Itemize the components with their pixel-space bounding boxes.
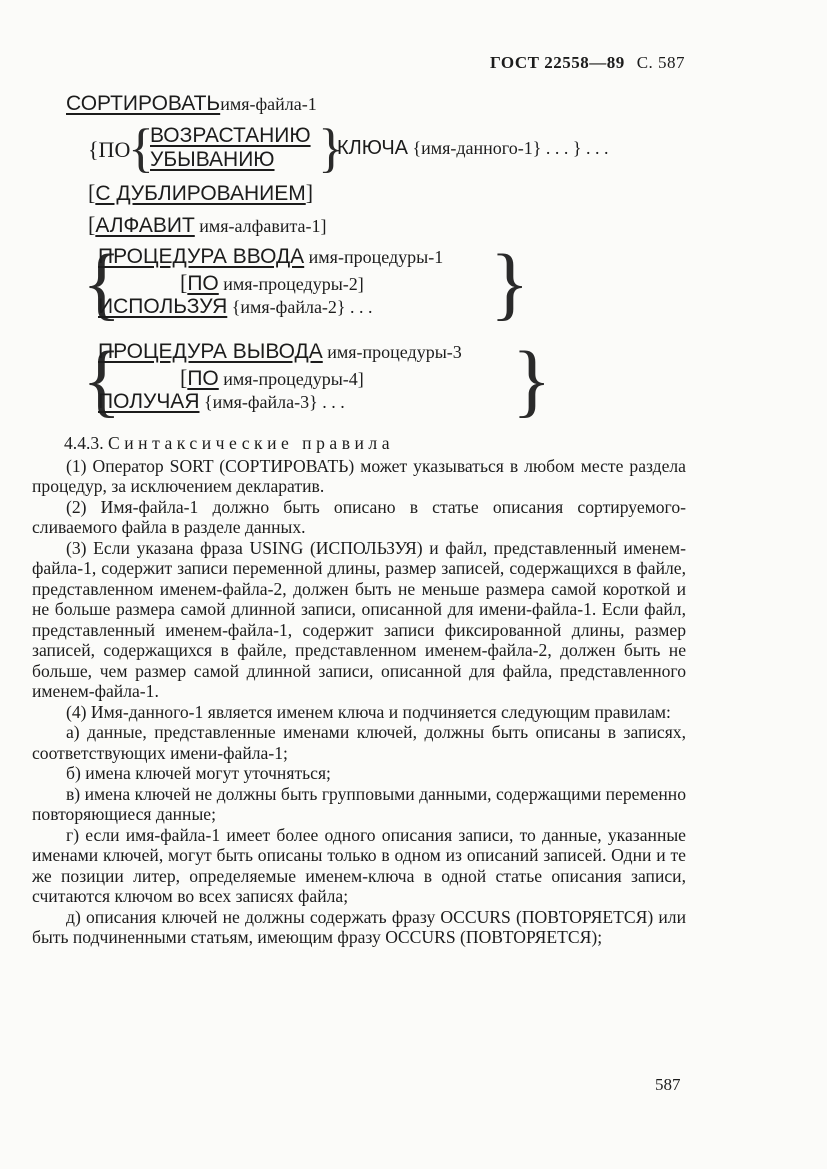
syntax-line-sort <box>66 92 317 116</box>
section-body <box>32 433 686 948</box>
key-keyword: КЛЮЧА <box>337 137 408 159</box>
rule-4c: в) имена ключей не должны быть групповыми данными, содержащими переменно повторяющиеся данные; <box>32 783 686 824</box>
syntax-line-duplicates: [С ДУБЛИРОВАНИЕМ] <box>88 180 314 205</box>
rule-4a: а) данные, представленные именами ключей, должны быть описаны в записях, соответствующих имени-файла-1; <box>32 722 686 763</box>
syntax-line-input-procedure: ПРОЦЕДУРА ВВОДА имя-процедуры-1 <box>98 245 444 268</box>
output-group-right-brace: } <box>512 334 552 425</box>
output-thru-keyword: ПО <box>187 367 219 390</box>
opt-descending: УБЫВАНИЮ <box>150 148 275 171</box>
giving-keyword: ПОЛУЧАЯ <box>98 390 200 413</box>
rule-2: (2) Имя-файла-1 должно быть описано в статье описания сортируемого-сливаемого файла в разделе данных. <box>32 496 686 537</box>
rule-4e: д) описания ключей не должны содержать фразу OCCURS (ПОВТОРЯЕТСЯ) или быть подчиненными статьям, имеющим фразу OCCURS (ПОВТОРЯЕТСЯ); <box>32 906 686 947</box>
opt-ascending: ВОЗРАСТАНИЮ <box>150 124 311 147</box>
key-arg: {имя-данного-1} . . . } . . . <box>412 138 609 158</box>
rule-4b: б) имена ключей могут уточняться; <box>66 763 331 783</box>
left-brace: { <box>128 118 154 178</box>
header-page-ref: С. 587 <box>636 53 686 72</box>
syntax-line-output-thru: [ПО имя-процедуры-4] <box>180 365 364 390</box>
using-keyword: ИСПОЛЬЗУЯ <box>98 295 228 318</box>
rule-4: (4) Имя-данного-1 является именем ключа и подчиняется следующим правилам: <box>66 701 671 722</box>
on-open: {ПО <box>88 137 131 162</box>
page-header <box>490 53 685 73</box>
section-number: 4.4.3. <box>64 433 104 453</box>
duplicates-keyword: С ДУБЛИРОВАНИЕМ <box>95 182 306 205</box>
syntax-line-alphabet: [АЛФАВИТ имя-алфавита-1] <box>88 212 327 237</box>
input-group-right-brace: } <box>490 237 530 328</box>
syntax-line-key-open <box>88 137 130 163</box>
output-procedure-keyword: ПРОЦЕДУРА ВЫВОДА <box>98 340 323 363</box>
sort-keyword: СОРТИРОВАТЬ <box>66 92 221 115</box>
syntax-line-giving: ПОЛУЧАЯ {имя-файла-3} . . . <box>98 390 345 413</box>
page-number: 587 <box>655 1075 681 1094</box>
right-brace: } <box>318 118 344 178</box>
alphabet-keyword: АЛФАВИТ <box>95 214 195 237</box>
input-group-left-brace: { <box>82 237 122 328</box>
syntax-line-using: ИСПОЛЬЗУЯ {имя-файла-2} . . . <box>98 295 373 318</box>
rule-4d: г) если имя-файла-1 имеет более одного описания записи, то данные, указанные именами ключей, могут быть описаны только в одном из описаний записей. Одни и те же позиции литер, определяемые именем-ключа в одной статье описания записи, считаются ключом во всех записях файла; <box>32 824 686 906</box>
output-group-left-brace: { <box>82 334 122 425</box>
standard-number: ГОСТ 22558—89 <box>490 53 625 72</box>
input-procedure-keyword: ПРОЦЕДУРА ВВОДА <box>98 245 305 268</box>
sort-file-arg: имя-файла-1 <box>220 94 317 114</box>
syntax-line-key <box>337 137 609 160</box>
section-title: Синтаксические правила <box>108 433 395 453</box>
syntax-line-output-procedure: ПРОЦЕДУРА ВЫВОДА имя-процедуры-3 <box>98 340 462 363</box>
alphabet-arg: имя-алфавита-1] <box>199 216 327 236</box>
syntax-line-input-thru: [ПО имя-процедуры-2] <box>180 270 364 295</box>
rule-1: (1) Оператор SORT (СОРТИРОВАТЬ) может указываться в любом месте раздела процедур, за исключением декларатив. <box>32 455 686 496</box>
rule-3: (3) Если указана фраза USING (ИСПОЛЬЗУЯ) и файл, представленный именем-файла-1, содержит записи переменной длины, размер записей, содержащихся в файле, представленном именем-файла-2, должен быть не меньше размера самой короткой и не больше размера самой длинной записи, описанной для имени-файла-1. Если файл, представленный именем-файла-1, содержит записи фиксированной длины, размер записей, содержащихся в файле, представленном именем-файла-2, должен быть не больше, чем размер самой длинной записи, описанной для файла, представленного именем-файла-1. <box>32 537 686 701</box>
section-heading <box>32 433 686 454</box>
input-thru-keyword: ПО <box>187 272 219 295</box>
